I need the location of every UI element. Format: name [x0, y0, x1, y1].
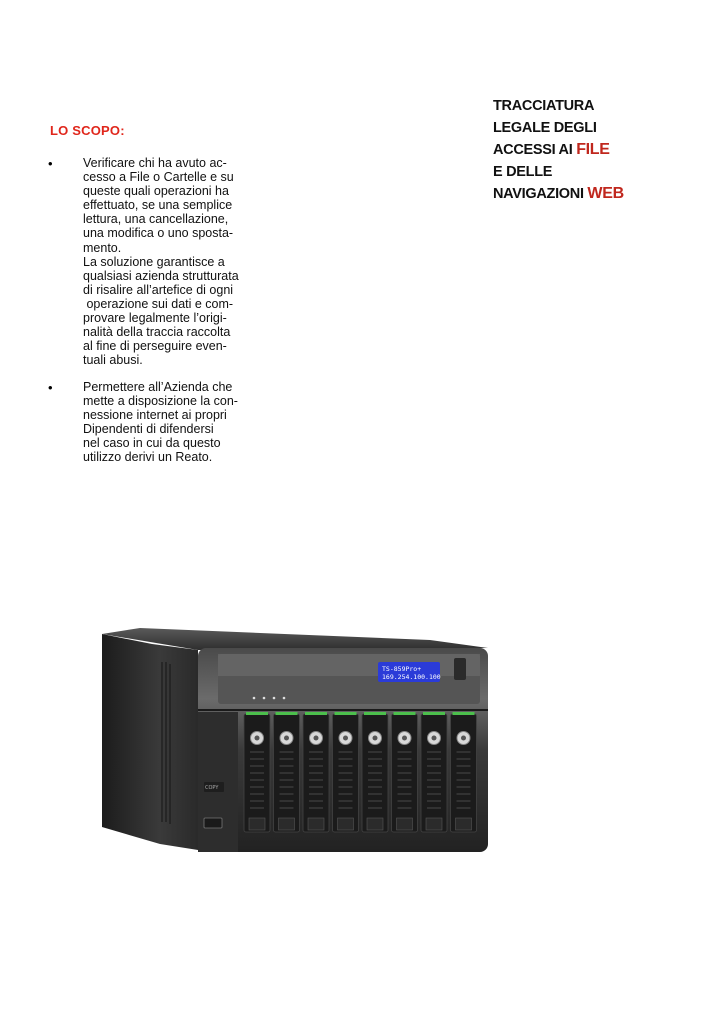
drive-led: [246, 712, 268, 715]
drive-led: [394, 712, 416, 715]
paragraph-line: cesso a File o Cartelle e su: [83, 170, 234, 185]
bullet-marker-1: •: [48, 156, 53, 171]
drive-bay: [244, 712, 270, 832]
drive-led: [453, 712, 475, 715]
drive-bay: [392, 712, 418, 832]
drive-bay: [274, 712, 300, 832]
drive-bay: [451, 712, 477, 832]
drive-bay: [362, 712, 388, 832]
drive-bay: [421, 712, 447, 832]
drive-led: [423, 712, 445, 715]
section-title: LO SCOPO:: [50, 123, 125, 138]
paragraph-line: mette a disposizione la con-: [83, 394, 238, 409]
paragraph-line: Dipendenti di difendersi: [83, 422, 214, 437]
heading-line-3-prefix: ACCESSI AI: [493, 142, 577, 158]
paragraph-line: di risalire all’artefice di ogni: [83, 282, 234, 297]
paragraph-line: qualsiasi azienda strutturata: [83, 268, 239, 283]
paragraph-line: nessione internet ai propri: [83, 408, 227, 423]
paragraph-line: una modifica o uno sposta-: [83, 226, 234, 241]
paragraph-line: queste quali operazioni ha: [83, 184, 229, 199]
document-heading: [493, 96, 713, 206]
paragraph-line: operazione sui dati e com-: [83, 296, 234, 311]
heading-line-2: LEGALE DEGLI: [493, 119, 597, 136]
paragraph-line: provare legalmente l’origi-: [83, 311, 227, 326]
paragraph-line: lettura, una cancellazione,: [83, 212, 229, 227]
bullet-marker-2: •: [48, 380, 53, 395]
drive-led: [335, 712, 357, 715]
heading-line-3: [493, 139, 713, 162]
paragraph-line: nalità della traccia raccolta: [83, 325, 231, 340]
paragraph-line: Verificare chi ha avuto ac-: [83, 156, 227, 170]
drive-led: [305, 712, 327, 715]
copy-label: COPY: [205, 785, 219, 791]
bullet-paragraph-2: [83, 380, 253, 465]
drive-bay: [333, 712, 359, 832]
drive-led: [276, 712, 298, 715]
nas-device-image: [100, 622, 495, 854]
heading-line-1: TRACCIATURA: [493, 98, 595, 114]
heading-line-5-prefix: NAVIGAZIONI: [493, 186, 588, 202]
heading-highlight-file: FILE: [576, 141, 610, 158]
lcd-line-2: 169.254.100.100: [382, 673, 441, 681]
heading-highlight-web: WEB: [587, 185, 624, 202]
paragraph-line: Permettere all’Azienda che: [83, 380, 233, 394]
bullet-paragraph-1: [83, 156, 253, 367]
heading-line-5: [493, 183, 713, 206]
lcd-line-1: TS-859Pro+: [382, 665, 422, 673]
paragraph-line: utilizzo derivi un Reato.: [83, 450, 213, 465]
drive-bay: [303, 712, 329, 832]
heading-line-4: E DELLE: [493, 163, 553, 180]
paragraph-line: tuali abusi.: [83, 353, 143, 368]
drive-led: [364, 712, 386, 715]
paragraph-line: effettuato, se una semplice: [83, 198, 233, 213]
paragraph-line: nel caso in cui da questo: [83, 436, 221, 451]
paragraph-line: al fine di perseguire even-: [83, 339, 227, 354]
paragraph-line: La soluzione garantisce a: [83, 254, 225, 269]
paragraph-line: mento.: [83, 240, 122, 255]
